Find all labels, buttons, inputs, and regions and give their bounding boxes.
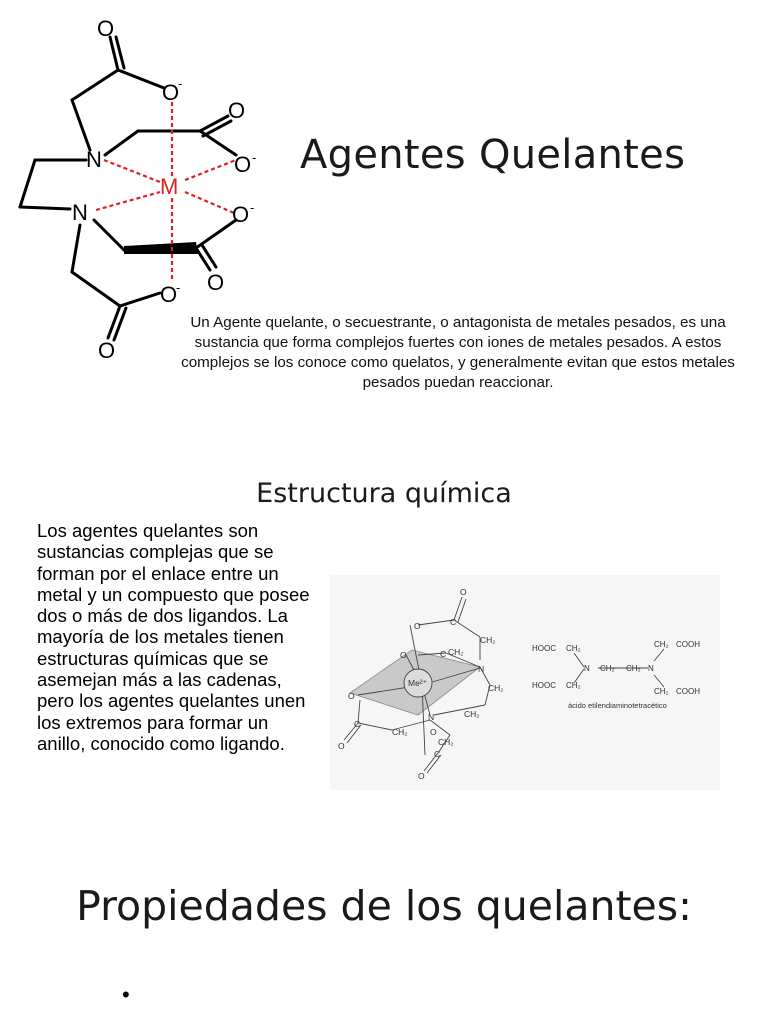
cooh-group: COOH — [676, 687, 700, 696]
oxygen-atom: O — [338, 741, 345, 751]
structure-paragraph: Los agentes quelantes son sustancias complejas que se forman por el enlace entre un metal y un compuesto que posee dos o más de dos ligandos. La mayoría de los metales tienen estructuras químicas que se asemejan más a las cadenas, pero los agentes quelantes unen los extremos para formar un anillo, conocido como ligando. — [37, 520, 310, 754]
nitrogen-atom: N — [478, 664, 485, 674]
page-title: Agentes Quelantes — [300, 132, 686, 178]
carbon-atom: C — [354, 719, 361, 729]
nitrogen-atom: N — [648, 664, 654, 673]
carbon-atom: C — [450, 617, 457, 627]
carbon-atom: C — [434, 749, 441, 759]
ch2-group: CH₂ — [626, 664, 641, 673]
section-title-properties: Propiedades de los quelantes: — [76, 882, 692, 930]
hooc-group: HOOC — [532, 681, 556, 690]
charge-sign: - — [178, 76, 183, 91]
nitrogen-atom: N — [584, 664, 590, 673]
ch2-group: CH₂ — [392, 727, 408, 737]
edta-complex-figure — [330, 575, 720, 790]
oxygen-atom: O — [430, 727, 437, 737]
ch2-group: CH₂ — [654, 687, 669, 696]
ch2-group: CH₂ — [654, 640, 669, 649]
oxygen-atom: O — [234, 152, 252, 177]
intro-paragraph: Un Agente quelante, o secuestrante, o antagonista de metales pesados, es una sustancia que forma complejos fuertes con iones de metales pesados. A estos complejos se los conoce como quelatos, y generalmente evitan que estos metales pesados puedan reaccionar. — [181, 314, 735, 391]
oxygen-atom: O — [160, 282, 178, 307]
oxygen-atom: O — [162, 80, 180, 105]
oxygen-atom: O — [207, 270, 225, 295]
hooc-group: HOOC — [532, 644, 556, 653]
ch2-group: CH₂ — [600, 664, 615, 673]
charge-sign: - — [252, 150, 257, 165]
ch2-group: CH₂ — [438, 737, 454, 747]
nitrogen-atom: N — [86, 147, 102, 172]
nitrogen-atom: N — [428, 712, 435, 722]
oxygen-atom: O — [460, 587, 467, 597]
ch2-group: CH₂ — [566, 681, 581, 690]
nitrogen-atom: N — [72, 200, 88, 225]
edta-caption: ácido etilendiaminotetracético — [568, 701, 667, 710]
charge-sign: - — [176, 280, 181, 295]
oxygen-atom: O — [348, 691, 355, 701]
oxygen-atom: O — [418, 771, 425, 781]
oxygen-atom: O — [232, 202, 250, 227]
carbon-atom: C — [440, 649, 447, 659]
metal-atom: M — [160, 174, 179, 199]
cooh-group: COOH — [676, 640, 700, 649]
ch2-group: CH₂ — [464, 709, 480, 719]
oxygen-atom: O — [98, 338, 116, 363]
ch2-group: CH₂ — [566, 644, 581, 653]
oxygen-atom: O — [414, 621, 421, 631]
ch2-group: CH₂ — [448, 647, 464, 657]
oxygen-atom: O — [228, 98, 246, 123]
oxygen-atom: O — [97, 16, 115, 41]
ch2-group: CH₂ — [480, 635, 496, 645]
charge-sign: - — [250, 200, 255, 215]
metal-ion-label: Me²⁺ — [408, 678, 428, 688]
empty-bullet: • — [122, 982, 130, 1007]
ch2-group: CH₂ — [488, 683, 504, 693]
oxygen-atom: O — [400, 650, 407, 660]
section-title-structure: Estructura química — [256, 478, 512, 509]
